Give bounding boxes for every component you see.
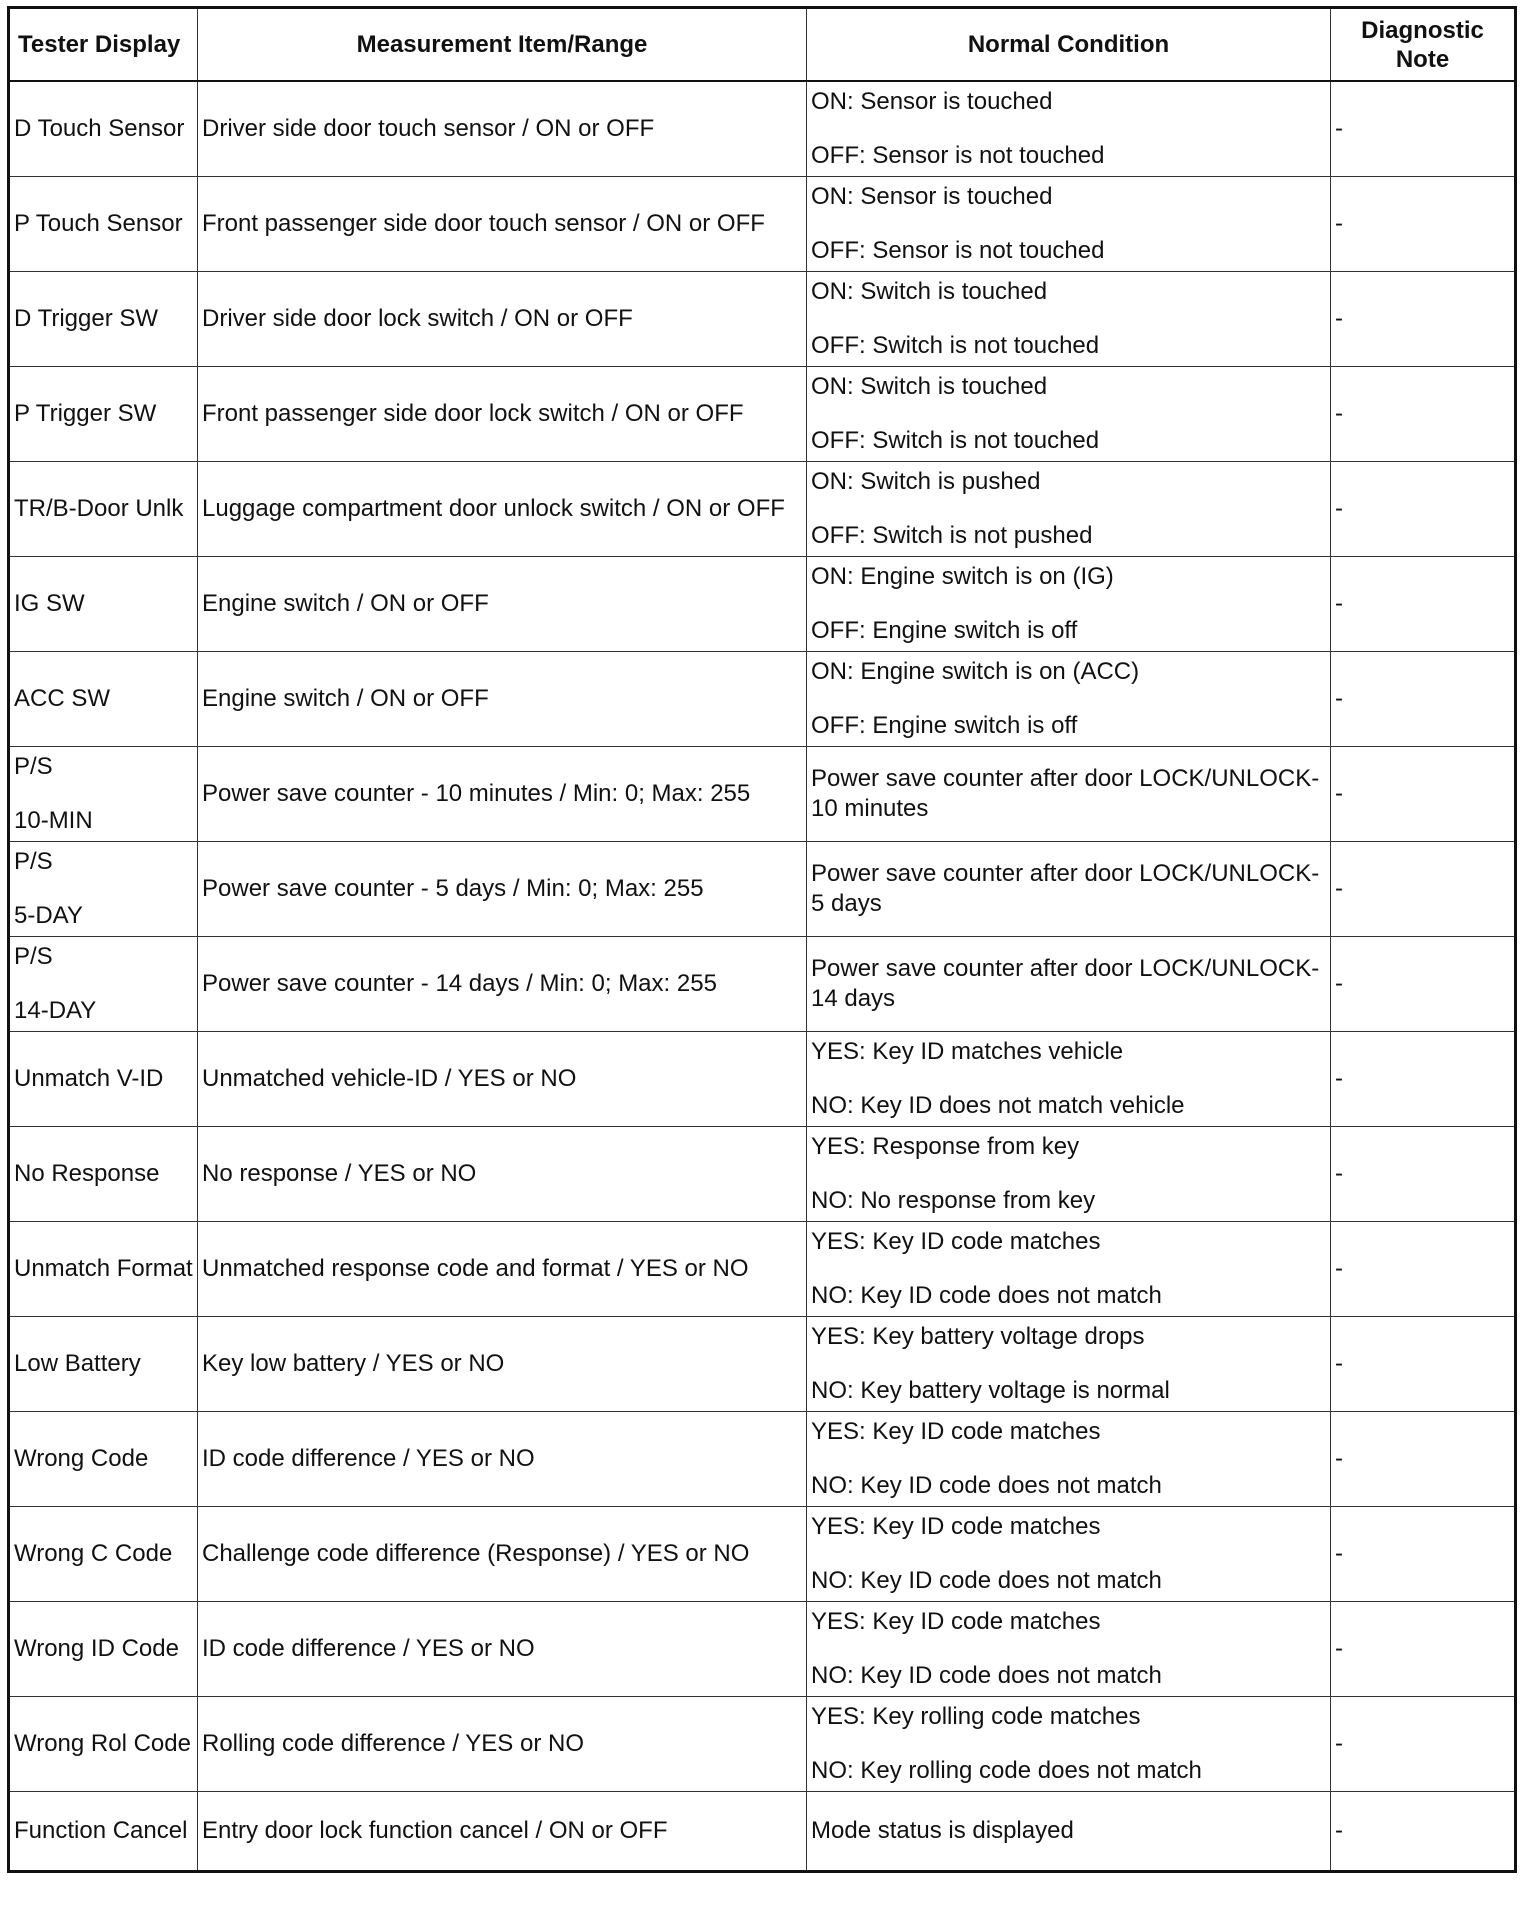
condition-off: OFF: Switch is not touched [811, 427, 1100, 454]
condition-no: NO: No response from key [811, 1187, 1096, 1214]
header-measurement: Measurement Item/Range [198, 8, 807, 82]
tester-display-cell: D Trigger SW [9, 272, 198, 367]
normal-condition-cell [807, 557, 1331, 652]
table-row [9, 937, 1516, 1032]
tester-display-cell: D Touch Sensor [9, 81, 198, 177]
condition-no: NO: Key rolling code does not match [811, 1757, 1202, 1784]
tester-display-cell [9, 937, 198, 1032]
tester-display-line-2: 5-DAY [14, 902, 83, 929]
measurement-cell: Unmatched vehicle-ID / YES or NO [198, 1032, 807, 1127]
measurement-cell: Luggage compartment door unlock switch / ON or OFF [198, 462, 807, 557]
condition-off: OFF: Sensor is not touched [811, 237, 1105, 264]
table-row [9, 1222, 1516, 1317]
diagnostic-note-cell: - [1331, 747, 1516, 842]
table-row [9, 557, 1516, 652]
normal-condition-cell: Power save counter after door LOCK/UNLOCK-10 minutes [807, 747, 1331, 842]
data-list-table [7, 6, 1517, 1873]
table-row [9, 1412, 1516, 1507]
tester-display-cell: Unmatch Format [9, 1222, 198, 1317]
measurement-cell: Driver side door touch sensor / ON or OFF [198, 81, 807, 177]
normal-condition-cell [807, 1222, 1331, 1317]
diagnostic-note-cell: - [1331, 1412, 1516, 1507]
condition-yes: YES: Key ID code matches [811, 1513, 1101, 1540]
table-row [9, 747, 1516, 842]
condition-on: ON: Switch is pushed [811, 468, 1041, 495]
measurement-cell: ID code difference / YES or NO [198, 1602, 807, 1697]
tester-display-cell: Wrong ID Code [9, 1602, 198, 1697]
condition-on: ON: Switch is touched [811, 278, 1048, 305]
table-row [9, 1032, 1516, 1127]
normal-condition-cell [807, 1697, 1331, 1792]
condition-yes: YES: Response from key [811, 1133, 1080, 1160]
condition-no: NO: Key ID code does not match [811, 1472, 1162, 1499]
measurement-cell: Key low battery / YES or NO [198, 1317, 807, 1412]
normal-condition-cell [807, 1127, 1331, 1222]
tester-display-line-2: 10-MIN [14, 807, 93, 834]
normal-condition-cell: Power save counter after door LOCK/UNLOCK-14 days [807, 937, 1331, 1032]
measurement-cell: No response / YES or NO [198, 1127, 807, 1222]
diagnostic-note-cell: - [1331, 1792, 1516, 1872]
table-row [9, 652, 1516, 747]
normal-condition-cell [807, 462, 1331, 557]
normal-condition-cell [807, 1602, 1331, 1697]
condition-off: OFF: Switch is not pushed [811, 522, 1093, 549]
normal-condition-cell [807, 81, 1331, 177]
table-row [9, 81, 1516, 177]
tester-display-line-1: P/S [14, 753, 53, 780]
normal-condition-cell [807, 1412, 1331, 1507]
normal-condition-cell: Mode status is displayed [807, 1792, 1331, 1872]
measurement-cell: Front passenger side door touch sensor / ON or OFF [198, 177, 807, 272]
measurement-cell: Engine switch / ON or OFF [198, 652, 807, 747]
header-normal-condition: Normal Condition [807, 8, 1331, 82]
measurement-cell: Front passenger side door lock switch / ON or OFF [198, 367, 807, 462]
table-row [9, 462, 1516, 557]
condition-no: NO: Key ID code does not match [811, 1282, 1162, 1309]
diagnostic-note-cell: - [1331, 557, 1516, 652]
condition-yes: YES: Key ID code matches [811, 1228, 1101, 1255]
tester-display-cell: Function Cancel [9, 1792, 198, 1872]
normal-condition-cell: Power save counter after door LOCK/UNLOCK-5 days [807, 842, 1331, 937]
table-row [9, 842, 1516, 937]
table-row [9, 1507, 1516, 1602]
normal-condition-cell [807, 177, 1331, 272]
tester-display-cell: Wrong Rol Code [9, 1697, 198, 1792]
tester-display-cell: P Trigger SW [9, 367, 198, 462]
condition-off: OFF: Engine switch is off [811, 712, 1078, 739]
condition-no: NO: Key ID does not match vehicle [811, 1092, 1185, 1119]
table-row [9, 1602, 1516, 1697]
tester-display-cell: Wrong C Code [9, 1507, 198, 1602]
tester-display-cell [9, 747, 198, 842]
measurement-cell: Challenge code difference (Response) / YES or NO [198, 1507, 807, 1602]
tester-display-cell [9, 842, 198, 937]
tester-display-cell: TR/B-Door Unlk [9, 462, 198, 557]
tester-display-cell: IG SW [9, 557, 198, 652]
diagnostic-note-cell: - [1331, 1127, 1516, 1222]
condition-off: OFF: Engine switch is off [811, 617, 1078, 644]
diagnostic-note-cell: - [1331, 1602, 1516, 1697]
condition-on: ON: Engine switch is on (ACC) [811, 658, 1140, 685]
diagnostic-note-cell: - [1331, 1222, 1516, 1317]
condition-off: OFF: Switch is not touched [811, 332, 1100, 359]
tester-display-cell: No Response [9, 1127, 198, 1222]
measurement-cell: Unmatched response code and format / YES or NO [198, 1222, 807, 1317]
measurement-cell: Entry door lock function cancel / ON or OFF [198, 1792, 807, 1872]
measurement-cell: Power save counter - 5 days / Min: 0; Max: 255 [198, 842, 807, 937]
table-row [9, 1792, 1516, 1872]
tester-display-cell: Wrong Code [9, 1412, 198, 1507]
diagnostic-note-cell: - [1331, 81, 1516, 177]
condition-yes: YES: Key battery voltage drops [811, 1323, 1145, 1350]
normal-condition-cell [807, 272, 1331, 367]
diagnostic-note-cell: - [1331, 1697, 1516, 1792]
measurement-cell: Rolling code difference / YES or NO [198, 1697, 807, 1792]
tester-display-cell: Unmatch V-ID [9, 1032, 198, 1127]
measurement-cell: Power save counter - 14 days / Min: 0; Max: 255 [198, 937, 807, 1032]
tester-display-cell: Low Battery [9, 1317, 198, 1412]
condition-yes: YES: Key ID code matches [811, 1418, 1101, 1445]
diagnostic-note-cell: - [1331, 462, 1516, 557]
diagnostic-note-cell: - [1331, 1317, 1516, 1412]
normal-condition-cell [807, 1317, 1331, 1412]
tester-display-line-1: P/S [14, 943, 53, 970]
condition-no: NO: Key ID code does not match [811, 1662, 1162, 1689]
tester-display-line-2: 14-DAY [14, 997, 97, 1024]
tester-display-cell: ACC SW [9, 652, 198, 747]
measurement-cell: Power save counter - 10 minutes / Min: 0; Max: 255 [198, 747, 807, 842]
table-row [9, 1317, 1516, 1412]
measurement-cell: Driver side door lock switch / ON or OFF [198, 272, 807, 367]
diagnostic-note-cell: - [1331, 1507, 1516, 1602]
table-row [9, 367, 1516, 462]
diagnostic-note-cell: - [1331, 937, 1516, 1032]
condition-yes: YES: Key ID code matches [811, 1608, 1101, 1635]
normal-condition-cell [807, 1507, 1331, 1602]
normal-condition-cell [807, 367, 1331, 462]
condition-yes: YES: Key rolling code matches [811, 1703, 1141, 1730]
table-row [9, 177, 1516, 272]
diagnostic-note-cell: - [1331, 842, 1516, 937]
diagnostic-note-cell: - [1331, 177, 1516, 272]
condition-on: ON: Engine switch is on (IG) [811, 563, 1114, 590]
condition-on: ON: Switch is touched [811, 373, 1048, 400]
table-header-row [9, 8, 1516, 82]
header-diagnostic-note: Diagnostic Note [1331, 8, 1516, 82]
diagnostic-note-cell: - [1331, 652, 1516, 747]
measurement-cell: Engine switch / ON or OFF [198, 557, 807, 652]
measurement-cell: ID code difference / YES or NO [198, 1412, 807, 1507]
table-row [9, 1127, 1516, 1222]
condition-no: NO: Key ID code does not match [811, 1567, 1162, 1594]
tester-display-line-1: P/S [14, 848, 53, 875]
condition-off: OFF: Sensor is not touched [811, 142, 1105, 169]
diagnostic-note-cell: - [1331, 1032, 1516, 1127]
condition-on: ON: Sensor is touched [811, 183, 1053, 210]
condition-on: ON: Sensor is touched [811, 88, 1053, 115]
header-tester-display: Tester Display [9, 8, 198, 82]
condition-yes: YES: Key ID matches vehicle [811, 1038, 1124, 1065]
table-row [9, 272, 1516, 367]
tester-display-cell: P Touch Sensor [9, 177, 198, 272]
condition-no: NO: Key battery voltage is normal [811, 1377, 1170, 1404]
diagnostic-note-cell: - [1331, 272, 1516, 367]
diagnostic-note-cell: - [1331, 367, 1516, 462]
table-row [9, 1697, 1516, 1792]
normal-condition-cell [807, 1032, 1331, 1127]
normal-condition-cell [807, 652, 1331, 747]
